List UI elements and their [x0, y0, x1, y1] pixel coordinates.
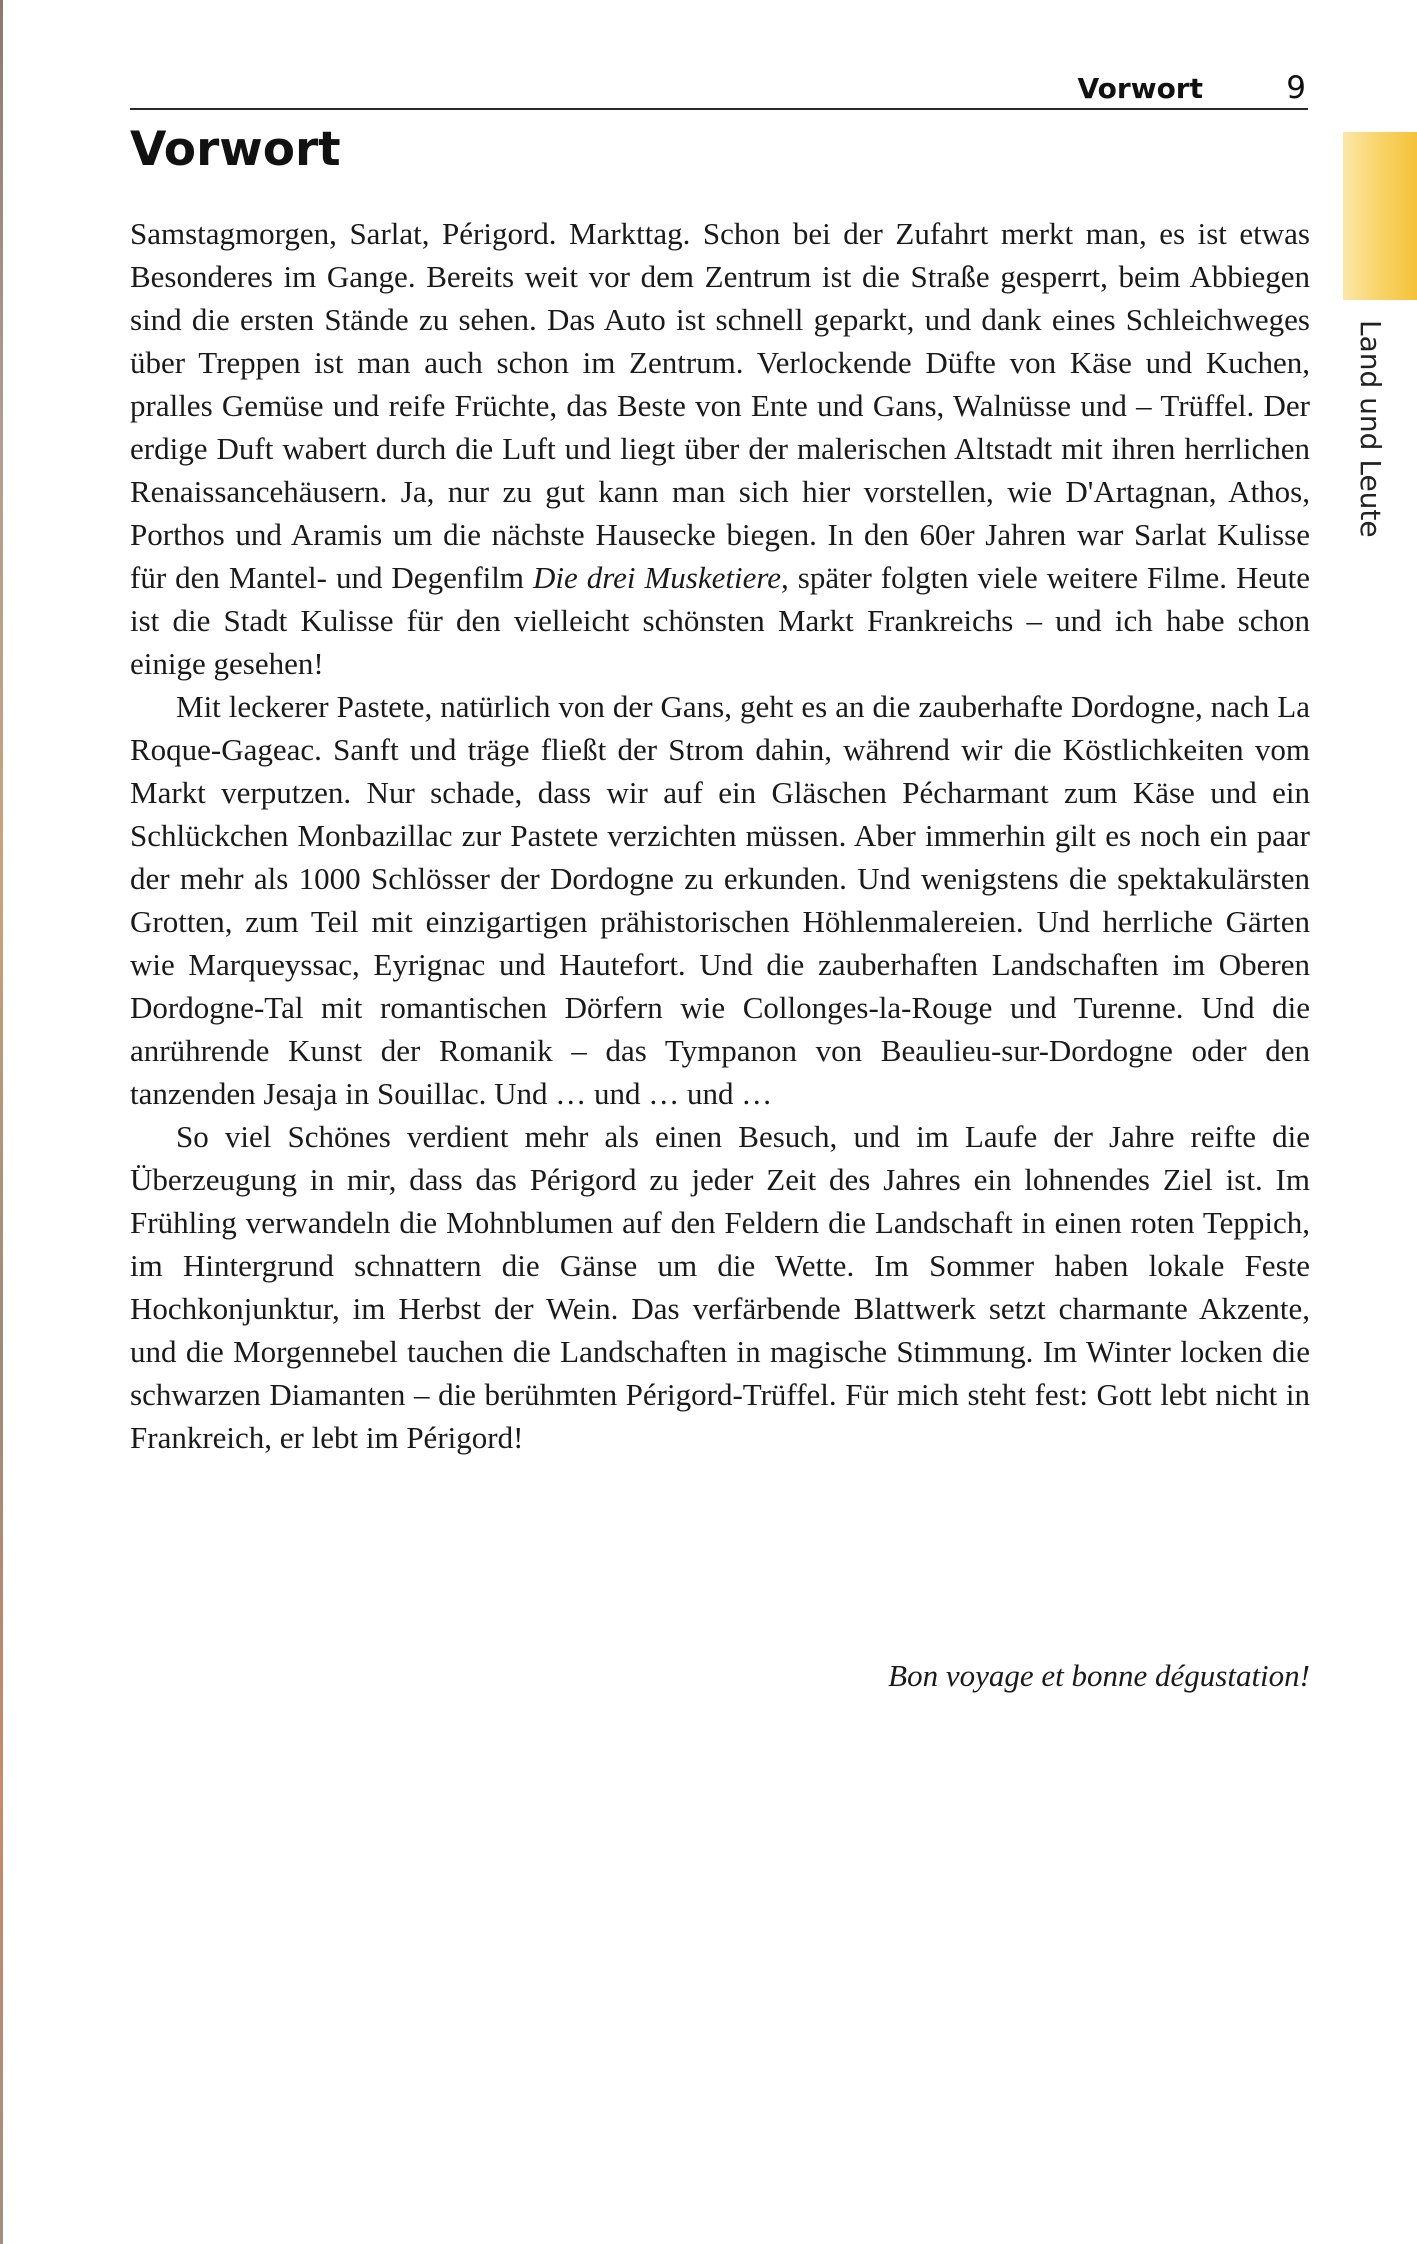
- section-thumb-tab: [1343, 132, 1417, 300]
- paragraph-1-part-1: Samstagmorgen, Sarlat, Périgord. Markttag. Schon bei der Zufahrt merkt man, es ist etwas Besonderes im Gange. Bereits weit vor dem Zentrum ist die Straße gesperrt, beim Abbiegen sind die ersten Stände zu sehen. Das Auto ist schnell geparkt, und dank eines Schleichweges über Treppen ist man auch schon im Zentrum. Verlockende Düfte von Käse und Kuchen, pralles Gemüse und reife Früchte, das Beste von Ente und Gans, Walnüsse und – Trüffel. Der erdige Duft wabert durch die Luft und liegt über der malerischen Altstadt mit ihren herrlichen Renaissancehäusern. Ja, nur zu gut kann man sich hier vorstellen, wie D'Artagnan, Athos, Porthos und Aramis um die nächste Hausecke biegen. In den 60er Jahren war Sarlat Kulisse für den Mantel- und Degenfilm: [130, 216, 1310, 595]
- paragraph-2: Mit leckerer Pastete, natürlich von der Gans, geht es an die zauberhafte Dordogne, nach La Roque-Gageac. Sanft und träge fließt der Strom dahin, während wir die Köstlichkeiten vom Markt verputzen. Nur schade, dass wir auf ein Gläschen Pécharmant zum Käse und ein Schlückchen Monbazillac zur Pastete verzichten müssen. Aber immerhin gilt es noch ein paar der mehr als 1000 Schlösser der Dordogne zu erkunden. Und wenigstens die spektakulärsten Grotten, zum Teil mit einzigartigen prähistorischen Höhlenmalereien. Und herrliche Gärten wie Marqueyssac, Eyrignac und Hautefort. Und die zauberhaften Landschaften im Oberen Dordogne-Tal mit romantischen Dörfern wie Collonges-la-Rouge und Turenne. Und die anrührende Kunst der Romanik – das Tympanon von Beaulieu-sur-Dordogne oder den tanzenden Jesaja in Souillac. Und … und … und …: [130, 689, 1310, 1111]
- running-header: [130, 68, 1308, 110]
- body-text: [130, 212, 1310, 1459]
- paragraph-1-part-2: , später folgten viele weitere Filme. Heute ist die Stadt Kulisse für den vielleicht schönsten Markt Frankreichs – und ich habe schon einige gesehen!: [130, 560, 1310, 681]
- running-header-title: Vorwort: [1077, 72, 1203, 105]
- chapter-title: Vorwort: [130, 122, 341, 177]
- page-edge-decoration: [0, 0, 3, 2244]
- paragraph-3: So viel Schönes verdient mehr als einen Besuch, und im Laufe der Jahre reifte die Überzeugung in mir, dass das Périgord zu jeder Zeit des Jahres ein lohnendes Ziel ist. Im Frühling verwandeln die Mohnblumen auf den Feldern die Landschaft in einen roten Teppich, im Hintergrund schnattern die Gänse um die Wette. Im Sommer haben lokale Feste Hochkonjunktur, im Herbst der Wein. Das verfärbende Blattwerk setzt charmante Akzente, und die Morgennebel tauchen die Landschaften in magische Stimmung. Im Winter locken die schwarzen Diamanten – die berühmten Périgord-Trüffel. Für mich steht fest: Gott lebt nicht in Frankreich, er lebt im Périgord!: [130, 1119, 1310, 1455]
- section-thumb-label: Land und Leute: [1354, 320, 1387, 538]
- closing-line: Bon voyage et bonne dégustation!: [888, 1658, 1310, 1693]
- film-title: Die drei Musketiere: [532, 560, 782, 595]
- paragraph-1: [130, 212, 1310, 685]
- page-number: 9: [1286, 70, 1306, 106]
